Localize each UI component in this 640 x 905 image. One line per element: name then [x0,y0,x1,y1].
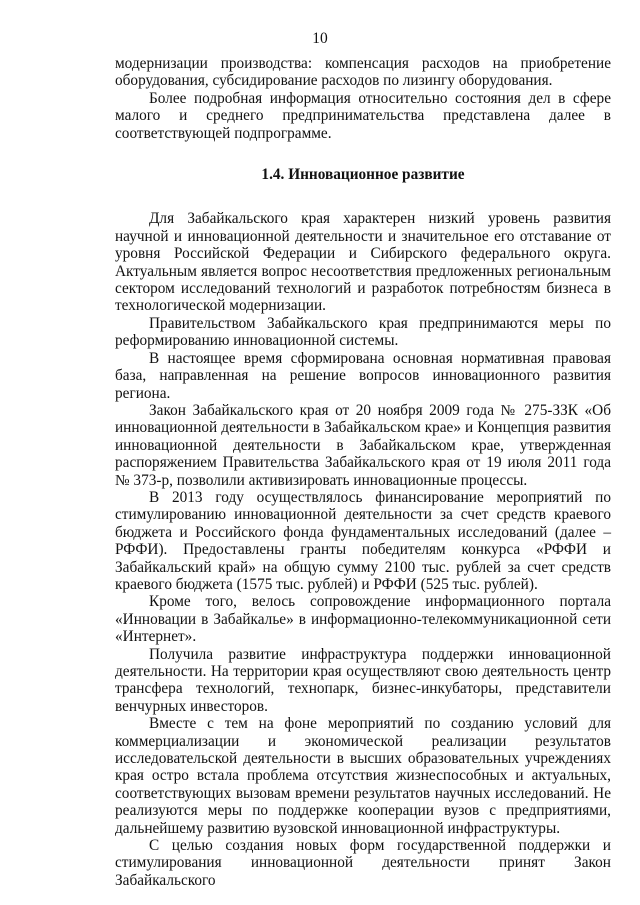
document-body [115,55,611,889]
paragraph: Для Забайкальского края характерен низкий уровень развития научной и инновационной деятельности и значительное его отставание от уровня Российской Федерации и Сибирского федерального округа. Актуальным является вопрос несоответствия предложенных региональным сектором исследований технологий и разработок потребностям бизнеса в технологической модернизации. [115,210,611,315]
paragraph: С целью создания новых форм государственной поддержки и стимулирования инновационной деятельности принят Закон Забайкальского [115,837,611,889]
paragraph: Закон Забайкальского края от 20 ноября 2009 года № 275-ЗЗК «Об инновационной деятельности в Забайкальском крае» и Концепция развития инновационной деятельности в Забайкальском крае, утвержденная распоряжением Правительства Забайкальского края от 19 июля 2011 года № 373-р, позволили активизировать инновационные процессы. [115,401,611,489]
paragraph-continuation: модернизации производства: компенсация расходов на приобретение оборудования, субсидирование расходов по лизингу оборудования. [115,55,611,90]
page-number: 10 [312,30,328,47]
paragraph: В 2013 году осуществлялось финансирование мероприятий по стимулированию инновационной деятельности за счет средств краевого бюджета и Российского фонда фундаментальных исследований (далее – РФФИ). Предоставлены гранты победителям конкурса «РФФИ и Забайкальский край» на общую сумму 2100 тыс. рублей за счет средств краевого бюджета (1575 тыс. рублей) и РФФИ (525 тыс. рублей). [115,488,611,593]
paragraph: Кроме того, велось сопровождение информационного портала «Инновации в Забайкалье» в информационно-телекоммуникационной сети «Интернет». [115,593,611,646]
paragraph: Более подробная информация относительно состояния дел в сфере малого и среднего предпринимательства представлена далее в соответствующей подпрограмме. [115,89,611,142]
paragraph: Правительством Забайкальского края предпринимаются меры по реформированию инновационной системы. [115,314,611,350]
paragraph: Получила развитие инфраструктура поддержки инновационной деятельности. На территории края осуществляют свою деятельность центр трансфера технологий, технопарк, бизнес-инкубаторы, представители венчурных инвесторов. [115,645,611,715]
paragraph: В настоящее время сформирована основная нормативная правовая база, направленная на решение вопросов инновационного развития региона. [115,349,611,402]
paragraph: Вместе с тем на фоне мероприятий по созданию условий для коммерциализации и экономической реализации результатов исследовательской деятельности в высших образовательных учреждениях края остро встала проблема отсутствия жизнеспособных и актуальных, соответствующих вызовам времени результатов научных исследований. Не реализуются меры по поддержке кооперации вузов с предприятиями, дальнейшему развитию вузовской инновационной инфраструктуры. [115,715,611,837]
section-heading: 1.4. Инновационное развитие [261,166,465,184]
